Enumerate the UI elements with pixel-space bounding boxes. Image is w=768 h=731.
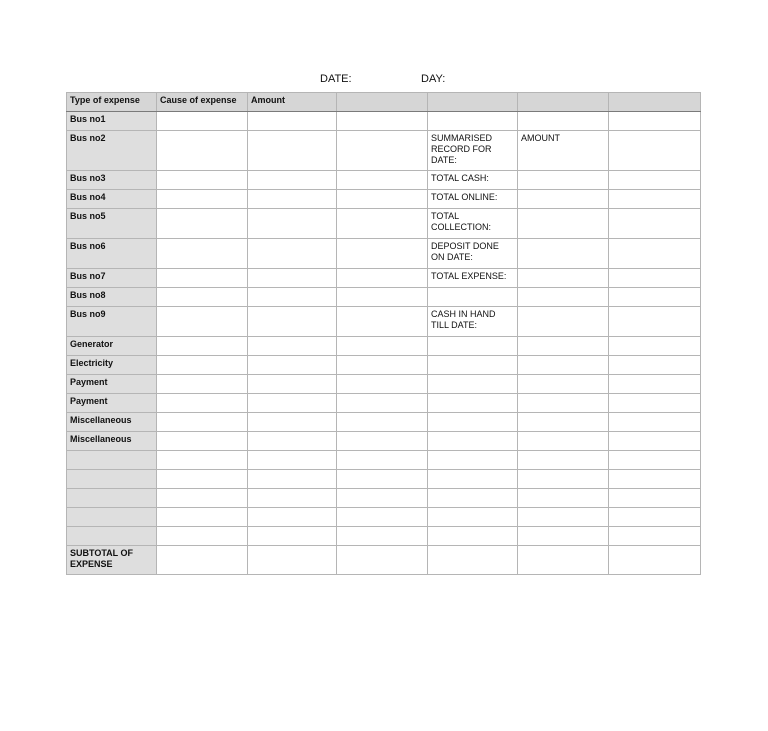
summary-label-cell <box>428 432 518 451</box>
empty-cell[interactable] <box>248 489 337 508</box>
empty-cell[interactable] <box>609 432 701 451</box>
empty-cell[interactable] <box>609 171 701 190</box>
summary-label-cell <box>428 451 518 470</box>
empty-cell[interactable] <box>609 470 701 489</box>
table-row <box>67 269 701 288</box>
table-row <box>67 413 701 432</box>
day-label: DAY: <box>421 73 446 85</box>
empty-cell[interactable] <box>609 239 701 269</box>
empty-cell[interactable] <box>157 307 248 337</box>
empty-cell[interactable] <box>157 432 248 451</box>
table-row <box>67 375 701 394</box>
summary-value-cell[interactable] <box>518 546 609 575</box>
empty-cell[interactable] <box>157 288 248 307</box>
empty-cell[interactable] <box>337 171 428 190</box>
empty-cell[interactable] <box>337 131 428 171</box>
summary-label-cell <box>428 413 518 432</box>
empty-cell[interactable] <box>337 356 428 375</box>
expense-type-cell <box>67 451 157 470</box>
empty-cell[interactable] <box>248 112 337 131</box>
summary-value-cell[interactable] <box>518 489 609 508</box>
empty-cell[interactable] <box>609 288 701 307</box>
empty-cell[interactable] <box>609 307 701 337</box>
summary-value-cell[interactable] <box>518 269 609 288</box>
empty-cell[interactable] <box>248 269 337 288</box>
summary-label-cell <box>428 489 518 508</box>
expense-type-cell: Miscellaneous <box>67 432 157 451</box>
summary-label-cell <box>428 527 518 546</box>
empty-cell[interactable] <box>157 451 248 470</box>
summary-value-cell[interactable] <box>518 356 609 375</box>
summary-value-cell[interactable] <box>518 527 609 546</box>
empty-cell[interactable] <box>248 239 337 269</box>
expense-type-cell: Bus no2 <box>67 131 157 171</box>
empty-cell[interactable] <box>248 356 337 375</box>
column-header <box>337 93 428 112</box>
column-header: Cause of expense <box>157 93 248 112</box>
column-header <box>428 93 518 112</box>
empty-cell[interactable] <box>337 527 428 546</box>
empty-cell[interactable] <box>157 546 248 575</box>
expense-type-cell <box>67 470 157 489</box>
summary-label-cell <box>428 112 518 131</box>
header-row <box>67 93 701 112</box>
summary-label-cell: TOTAL ONLINE: <box>428 190 518 209</box>
empty-cell[interactable] <box>337 269 428 288</box>
summary-value-cell[interactable] <box>518 451 609 470</box>
summary-label-cell <box>428 356 518 375</box>
expense-type-cell: Bus no1 <box>67 112 157 131</box>
empty-cell[interactable] <box>248 432 337 451</box>
expense-type-cell: Bus no3 <box>67 171 157 190</box>
empty-cell[interactable] <box>157 394 248 413</box>
empty-cell[interactable] <box>337 546 428 575</box>
empty-cell[interactable] <box>157 470 248 489</box>
empty-cell[interactable] <box>609 337 701 356</box>
summary-value-cell[interactable] <box>518 171 609 190</box>
empty-cell[interactable] <box>337 209 428 239</box>
expense-table <box>66 92 701 575</box>
expense-type-cell <box>67 508 157 527</box>
empty-cell[interactable] <box>248 546 337 575</box>
empty-cell[interactable] <box>248 171 337 190</box>
empty-cell[interactable] <box>157 171 248 190</box>
empty-cell[interactable] <box>337 190 428 209</box>
summary-value-cell[interactable]: AMOUNT <box>518 131 609 171</box>
empty-cell[interactable] <box>157 269 248 288</box>
table-row <box>67 307 701 337</box>
table-row <box>67 489 701 508</box>
expense-type-cell: Miscellaneous <box>67 413 157 432</box>
empty-cell[interactable] <box>248 375 337 394</box>
empty-cell[interactable] <box>609 209 701 239</box>
summary-label-cell <box>428 508 518 527</box>
table-row <box>67 112 701 131</box>
empty-cell[interactable] <box>609 413 701 432</box>
table-row <box>67 190 701 209</box>
empty-cell[interactable] <box>337 375 428 394</box>
table-row <box>67 508 701 527</box>
summary-value-cell[interactable] <box>518 209 609 239</box>
expense-type-cell: SUBTOTAL OF EXPENSE <box>67 546 157 575</box>
summary-label-cell <box>428 375 518 394</box>
summary-label-cell <box>428 546 518 575</box>
empty-cell[interactable] <box>157 337 248 356</box>
expense-type-cell: Payment <box>67 375 157 394</box>
empty-cell[interactable] <box>609 546 701 575</box>
summary-value-cell[interactable] <box>518 288 609 307</box>
empty-cell[interactable] <box>337 394 428 413</box>
empty-cell[interactable] <box>248 470 337 489</box>
empty-cell[interactable] <box>248 337 337 356</box>
empty-cell[interactable] <box>609 527 701 546</box>
empty-cell[interactable] <box>337 307 428 337</box>
empty-cell[interactable] <box>337 470 428 489</box>
summary-label-cell: TOTAL CASH: <box>428 171 518 190</box>
empty-cell[interactable] <box>609 508 701 527</box>
empty-cell[interactable] <box>248 413 337 432</box>
empty-cell[interactable] <box>157 375 248 394</box>
empty-cell[interactable] <box>157 112 248 131</box>
empty-cell[interactable] <box>248 451 337 470</box>
expense-type-cell <box>67 527 157 546</box>
column-header <box>518 93 609 112</box>
empty-cell[interactable] <box>157 356 248 375</box>
summary-value-cell[interactable] <box>518 337 609 356</box>
empty-cell[interactable] <box>609 269 701 288</box>
expense-type-cell: Bus no9 <box>67 307 157 337</box>
empty-cell[interactable] <box>337 432 428 451</box>
empty-cell[interactable] <box>609 112 701 131</box>
date-label: DATE: <box>320 73 352 85</box>
summary-label-cell: TOTAL COLLECTION: <box>428 209 518 239</box>
expense-type-cell: Bus no6 <box>67 239 157 269</box>
empty-cell[interactable] <box>337 508 428 527</box>
summary-value-cell[interactable] <box>518 413 609 432</box>
table-row <box>67 209 701 239</box>
empty-cell[interactable] <box>337 112 428 131</box>
empty-cell[interactable] <box>609 489 701 508</box>
empty-cell[interactable] <box>609 394 701 413</box>
summary-value-cell[interactable] <box>518 190 609 209</box>
empty-cell[interactable] <box>157 413 248 432</box>
table-row <box>67 394 701 413</box>
expense-type-cell: Payment <box>67 394 157 413</box>
summary-label-cell <box>428 337 518 356</box>
summary-label-cell <box>428 470 518 489</box>
summary-label-cell <box>428 288 518 307</box>
empty-cell[interactable] <box>248 131 337 171</box>
summary-value-cell[interactable] <box>518 394 609 413</box>
summary-value-cell[interactable] <box>518 470 609 489</box>
summary-value-cell[interactable] <box>518 375 609 394</box>
empty-cell[interactable] <box>337 489 428 508</box>
table-row <box>67 356 701 375</box>
summary-label-cell: DEPOSIT DONE ON DATE: <box>428 239 518 269</box>
summary-label-cell <box>428 394 518 413</box>
empty-cell[interactable] <box>157 131 248 171</box>
column-header: Type of expense <box>67 93 157 112</box>
summary-label-cell: CASH IN HAND TILL DATE: <box>428 307 518 337</box>
table-row <box>67 546 701 575</box>
empty-cell[interactable] <box>337 451 428 470</box>
empty-cell[interactable] <box>157 527 248 546</box>
empty-cell[interactable] <box>248 190 337 209</box>
empty-cell[interactable] <box>157 190 248 209</box>
table-row <box>67 470 701 489</box>
expense-type-cell: Bus no5 <box>67 209 157 239</box>
summary-value-cell[interactable] <box>518 239 609 269</box>
expense-type-cell: Bus no8 <box>67 288 157 307</box>
summary-label-cell: TOTAL EXPENSE: <box>428 269 518 288</box>
table-row <box>67 451 701 470</box>
empty-cell[interactable] <box>157 209 248 239</box>
summary-value-cell[interactable] <box>518 432 609 451</box>
empty-cell[interactable] <box>609 375 701 394</box>
empty-cell[interactable] <box>337 413 428 432</box>
summary-value-cell[interactable] <box>518 112 609 131</box>
empty-cell[interactable] <box>157 239 248 269</box>
empty-cell[interactable] <box>337 288 428 307</box>
table-row <box>67 527 701 546</box>
empty-cell[interactable] <box>248 394 337 413</box>
empty-cell[interactable] <box>248 209 337 239</box>
summary-value-cell[interactable] <box>518 508 609 527</box>
summary-value-cell[interactable] <box>518 307 609 337</box>
column-header <box>609 93 701 112</box>
empty-cell[interactable] <box>337 239 428 269</box>
empty-cell[interactable] <box>609 131 701 171</box>
expense-type-cell: Generator <box>67 337 157 356</box>
table-row <box>67 337 701 356</box>
empty-cell[interactable] <box>609 356 701 375</box>
table-row <box>67 131 701 171</box>
table-row <box>67 288 701 307</box>
summary-label-cell: SUMMARISED RECORD FOR DATE: <box>428 131 518 171</box>
expense-type-cell: Bus no4 <box>67 190 157 209</box>
empty-cell[interactable] <box>157 489 248 508</box>
expense-type-cell: Bus no7 <box>67 269 157 288</box>
empty-cell[interactable] <box>157 508 248 527</box>
empty-cell[interactable] <box>609 451 701 470</box>
table-row <box>67 171 701 190</box>
empty-cell[interactable] <box>248 288 337 307</box>
expense-type-cell <box>67 489 157 508</box>
empty-cell[interactable] <box>248 307 337 337</box>
empty-cell[interactable] <box>248 508 337 527</box>
table-row <box>67 239 701 269</box>
expense-type-cell: Electricity <box>67 356 157 375</box>
empty-cell[interactable] <box>609 190 701 209</box>
table-row <box>67 432 701 451</box>
empty-cell[interactable] <box>248 527 337 546</box>
column-header: Amount <box>248 93 337 112</box>
empty-cell[interactable] <box>337 337 428 356</box>
